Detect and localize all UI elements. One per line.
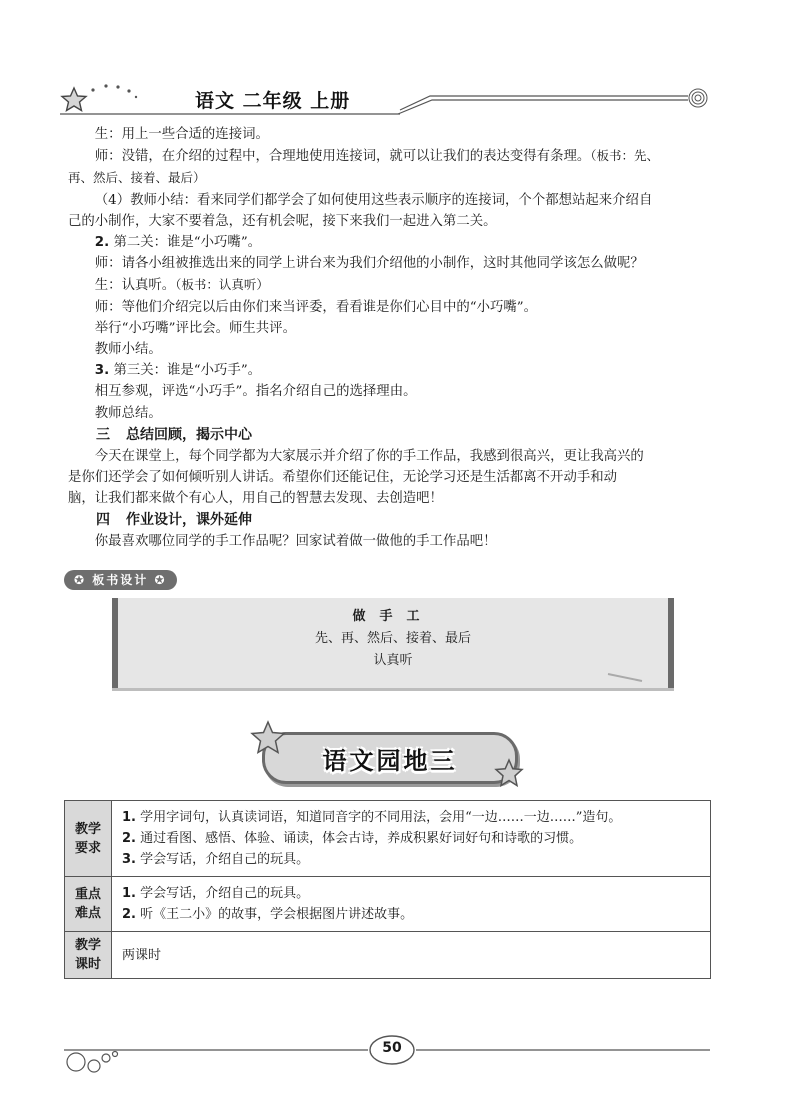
teaching-goals-table (64, 800, 711, 979)
section-number: 三 (96, 426, 110, 443)
table-row (65, 801, 711, 877)
list-item (122, 807, 702, 828)
page-header (60, 78, 720, 118)
paragraph-continued: 是你们还学会了如何倾听别人讲话。希望你们还能记住，无论学习还是生活都离不开动手和动 (68, 470, 618, 486)
table-row (65, 877, 711, 932)
header-title: 语文 二年级 上册 (195, 90, 351, 112)
star-icon: ✪ (74, 573, 87, 587)
star-icon (62, 88, 86, 111)
step-number: 2. (94, 235, 110, 251)
row-content (112, 932, 711, 979)
section-heading-3 (68, 424, 718, 446)
paragraph: 今天在课堂上，每个同学都为大家展示并介绍了你的手工作品，我感到很高兴，更让我高兴的 (94, 448, 644, 464)
paragraph: 生：用上一些合适的连接词。 (94, 127, 269, 142)
board-note: （板书：先、 (590, 148, 660, 164)
paragraph: 举行“小巧嘴”评比会。师生共评。 (94, 320, 296, 336)
row-label-line: 课时 (74, 957, 101, 972)
item-number: 2. (122, 831, 136, 846)
paragraph: 你最喜欢哪位同学的手工作品呢？回家试着做一做他的手工作品吧！ (94, 534, 497, 550)
step-text: 第三关：谁是“小巧手”。 (109, 363, 262, 379)
paragraph: 师：请各小组被推选出来的同学上讲台来为我们介绍他的小制作，这时其他同学该怎么做呢？ (94, 256, 644, 272)
list-item (122, 883, 702, 904)
item-text: 听《王二小》的故事，学会根据图片讲述故事。 (135, 907, 414, 922)
paragraph: 教师总结。 (94, 405, 162, 421)
section-heading-text: 总结回顾，揭示中心 (126, 426, 252, 443)
board-design-label (64, 570, 177, 590)
row-label (65, 801, 112, 877)
list-item (122, 849, 702, 870)
section-heading-text: 作业设计，课外延伸 (126, 512, 252, 529)
header-decoration (60, 78, 720, 118)
row-content (112, 877, 711, 932)
paragraph: 相互参观，评选“小巧手”。指名介绍自己的选择理由。 (94, 384, 417, 400)
section-number: 四 (96, 512, 110, 529)
lesson-body (68, 124, 718, 553)
paragraph: 师：等他们介绍完以后由你们来当评委，看看谁是你们心目中的“小巧嘴”。 (94, 299, 537, 315)
step-heading (68, 360, 718, 381)
board-title: 做手工 (352, 609, 434, 624)
paragraph-text: 师：没错，在介绍的过程中，合理地使用连接词，就可以让我们的表达变得有条理。 (94, 149, 591, 165)
paragraph: 教师小结。 (94, 342, 162, 358)
board-design-label-text: 板书设计 (92, 573, 149, 587)
board-note: （板书：认真听） (175, 277, 269, 293)
board-line: 先、再、然后、接着、最后 (314, 631, 471, 646)
item-number: 1. (122, 886, 136, 901)
bubble-icon (88, 1060, 100, 1072)
item-number: 2. (122, 907, 136, 922)
row-label-line: 难点 (74, 906, 101, 921)
section-banner (250, 720, 530, 792)
star-icon: ✪ (154, 573, 167, 587)
bubble-icon (67, 1053, 85, 1071)
row-label-line: 要求 (74, 840, 101, 856)
row-label (65, 932, 112, 979)
paragraph-continued (68, 167, 718, 189)
section-title: 语文园地三 (322, 747, 458, 775)
list-item (122, 828, 702, 849)
step-text: 第二关：谁是“小巧嘴”。 (109, 235, 262, 251)
row-label-line: 教学 (74, 821, 101, 837)
star-icon (494, 758, 524, 788)
row-label-line: 教学 (74, 938, 101, 953)
page-number: 50 (382, 1040, 402, 1056)
paragraph: （4）教师小结：看来同学们都学会了如何使用这些表示顺序的连接词，个个都想站起来介绍自 (94, 192, 653, 208)
row-label (65, 877, 112, 932)
item-text: 两课时 (122, 947, 162, 963)
item-text: 学用字词句，认真读词语，知道同音字的不同用法，会用“一边……一边……”造句。 (135, 810, 622, 825)
board-note: 再、然后、接着、最后） (68, 170, 206, 186)
chalk-icon (606, 672, 646, 684)
bubble-icon (102, 1054, 110, 1062)
bubble-icon (113, 1052, 118, 1057)
page-footer (60, 1030, 720, 1080)
star-icon (250, 720, 286, 756)
step-number: 3. (94, 363, 110, 379)
banner-plate (262, 732, 518, 784)
item-number: 1. (122, 810, 136, 825)
blackboard (112, 598, 674, 688)
paragraph-continued: 脑，让我们都来做个有心人，用自己的智慧去发现、去创造吧！ (68, 491, 443, 507)
item-text: 学会写话，介绍自己的玩具。 (135, 886, 310, 901)
paragraph-continued: 己的小制作，大家不要着急，还有机会呢，接下来我们一起进入第二关。 (68, 213, 497, 229)
section-heading-4 (68, 509, 718, 531)
paragraph (68, 274, 718, 296)
paragraph-text: 生：认真听。 (94, 278, 176, 294)
paragraph (68, 145, 718, 167)
board-line: 认真听 (373, 653, 413, 668)
item-text: 学会写话，介绍自己的玩具。 (135, 852, 310, 867)
item-number: 3. (122, 852, 136, 867)
item-text: 通过看图、感悟、体验、诵读，体会古诗，养成积累好词好句和诗歌的习惯。 (135, 831, 583, 846)
list-item (122, 904, 702, 925)
list-item (122, 945, 702, 966)
row-content (112, 801, 711, 877)
table-row (65, 932, 711, 979)
row-label-line: 重点 (74, 887, 101, 902)
step-heading (68, 232, 718, 253)
